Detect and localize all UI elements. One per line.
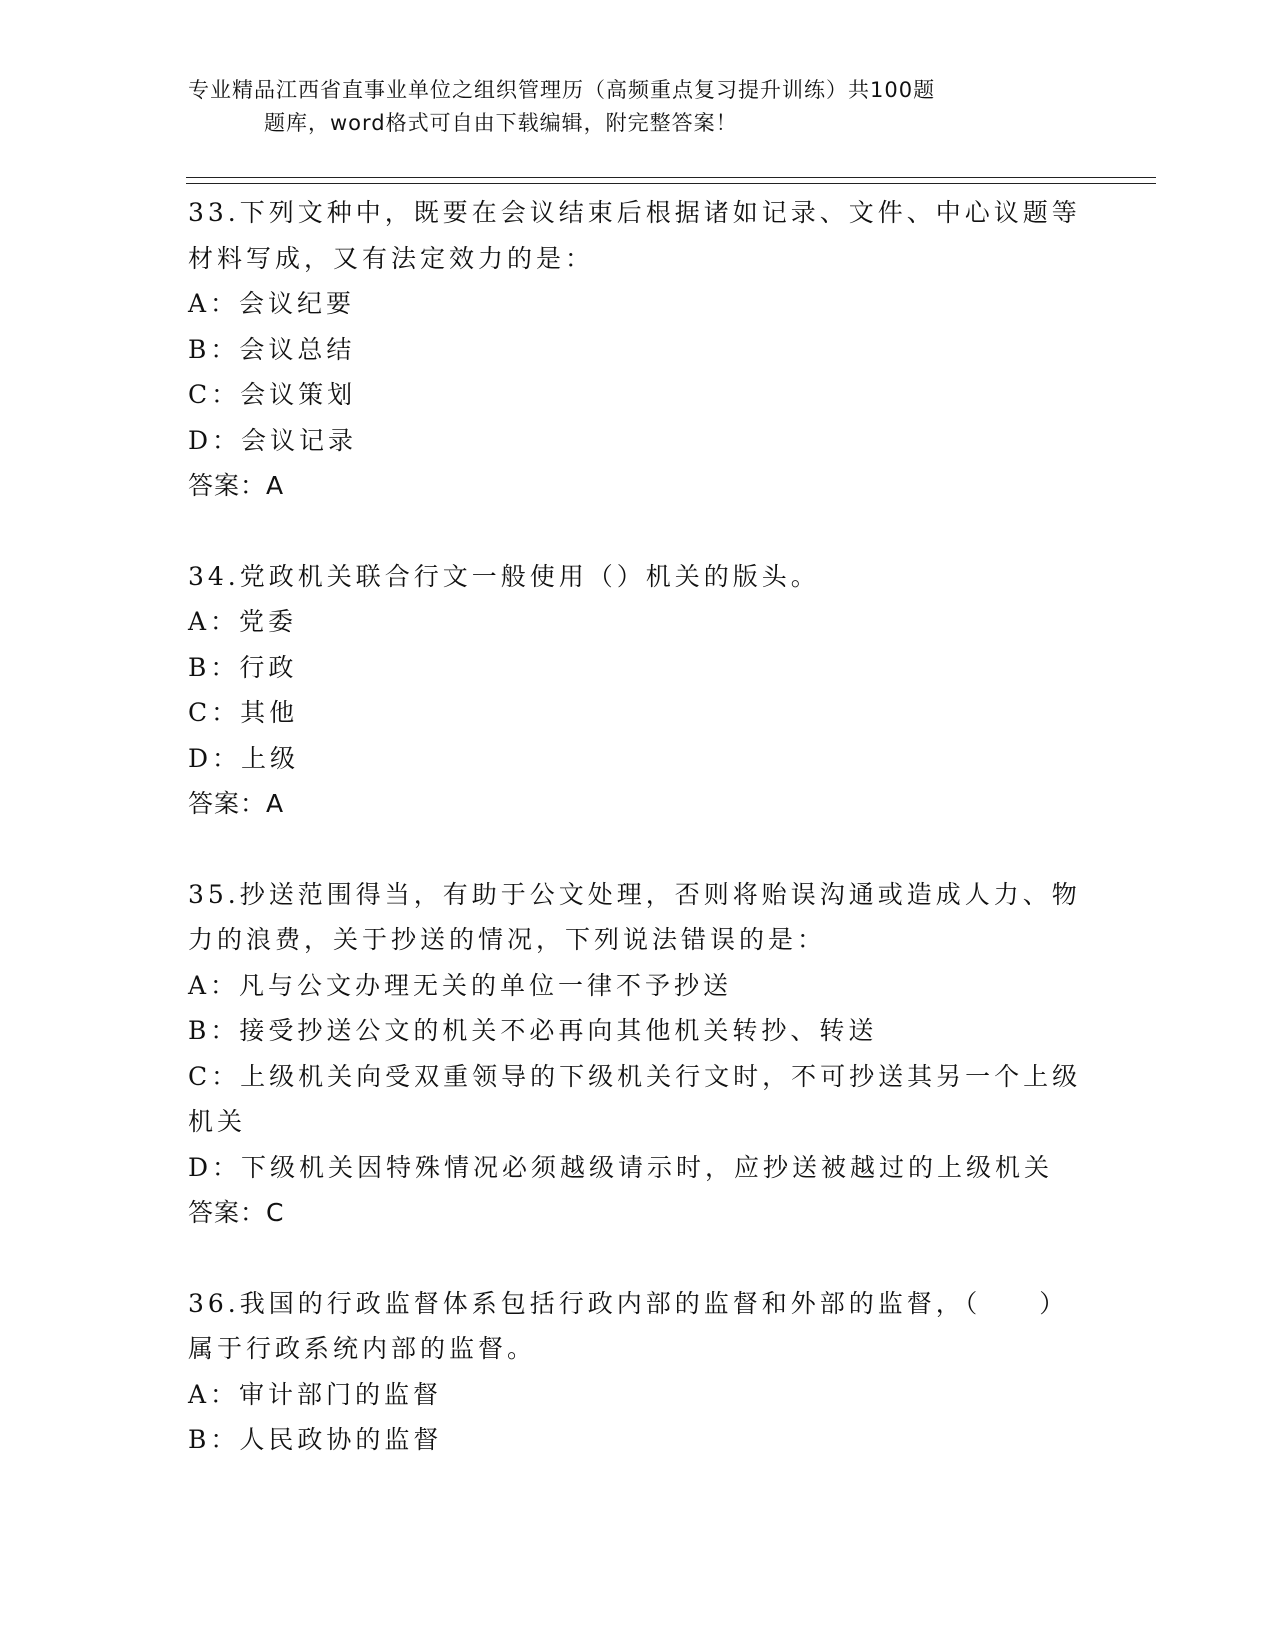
question-34-option-b: B：行政	[188, 652, 298, 682]
question-34-stem-line-1: 34.党政机关联合行文一般使用（）机关的版头。	[188, 561, 820, 591]
question-33-option-d: D：会议记录	[188, 425, 358, 455]
question-33-stem-line-2: 材料写成，又有法定效力的是：	[188, 243, 595, 273]
question-34	[188, 554, 1088, 827]
question-35-stem-line-2: 力的浪费，关于抄送的情况，下列说法错误的是：	[188, 925, 827, 954]
question-36-stem-line-1: 36.我国的行政监督体系包括行政内部的监督和外部的监督，（ ）	[188, 1288, 1069, 1318]
question-34-answer: 答案：A	[188, 789, 285, 818]
question-34-option-a: A：党委	[188, 607, 298, 636]
question-33-option-a: A：会议纪要	[188, 289, 356, 318]
header-title-line-1: 专业精品江西省直事业单位之组织管理历（高频重点复习提升训练）共100题	[188, 78, 936, 102]
header-divider-bottom	[186, 183, 1156, 184]
question-35-stem-line-1: 35.抄送范围得当，有助于公文处理，否则将贻误沟通或造成人力、物	[188, 879, 1081, 909]
question-33	[188, 190, 1088, 509]
question-35-answer: 答案：C	[188, 1198, 285, 1227]
question-33-answer: 答案：A	[188, 471, 285, 500]
question-34-option-d: D：上级	[188, 743, 300, 773]
question-35-option-d: D：下级机关因特殊情况必须越级请示时，应抄送被越过的上级机关	[188, 1152, 1054, 1182]
question-35-option-b: B：接受抄送公文的机关不必再向其他机关转抄、转送	[188, 1016, 878, 1045]
question-34-option-c: C：其他	[188, 698, 299, 727]
question-35-option-c-line-2: 机关	[188, 1107, 247, 1136]
question-35-option-c-line-1: C：上级机关向受双重领导的下级机关行文时，不可抄送其另一个上级	[188, 1061, 1082, 1091]
header-title-line-2: 题库，word格式可自由下载编辑，附完整答案！	[264, 111, 738, 135]
question-33-stem-line-1: 33.下列文种中，既要在会议结束后根据诸如记录、文件、中心议题等	[188, 198, 1081, 227]
question-35	[188, 872, 1088, 1236]
question-36-option-b: B：人民政协的监督	[188, 1425, 443, 1454]
question-36-stem-line-2: 属于行政系统内部的监督。	[188, 1334, 537, 1363]
question-36-option-a: A：审计部门的监督	[188, 1379, 443, 1409]
question-35-option-a: A：凡与公文办理无关的单位一律不予抄送	[188, 970, 733, 1000]
document-header	[188, 74, 1048, 140]
question-33-option-c: C：会议策划	[188, 380, 357, 409]
header-divider-top	[186, 177, 1156, 178]
question-36	[188, 1281, 1088, 1463]
question-list	[188, 190, 1088, 1508]
question-33-option-b: B：会议总结	[188, 334, 356, 364]
